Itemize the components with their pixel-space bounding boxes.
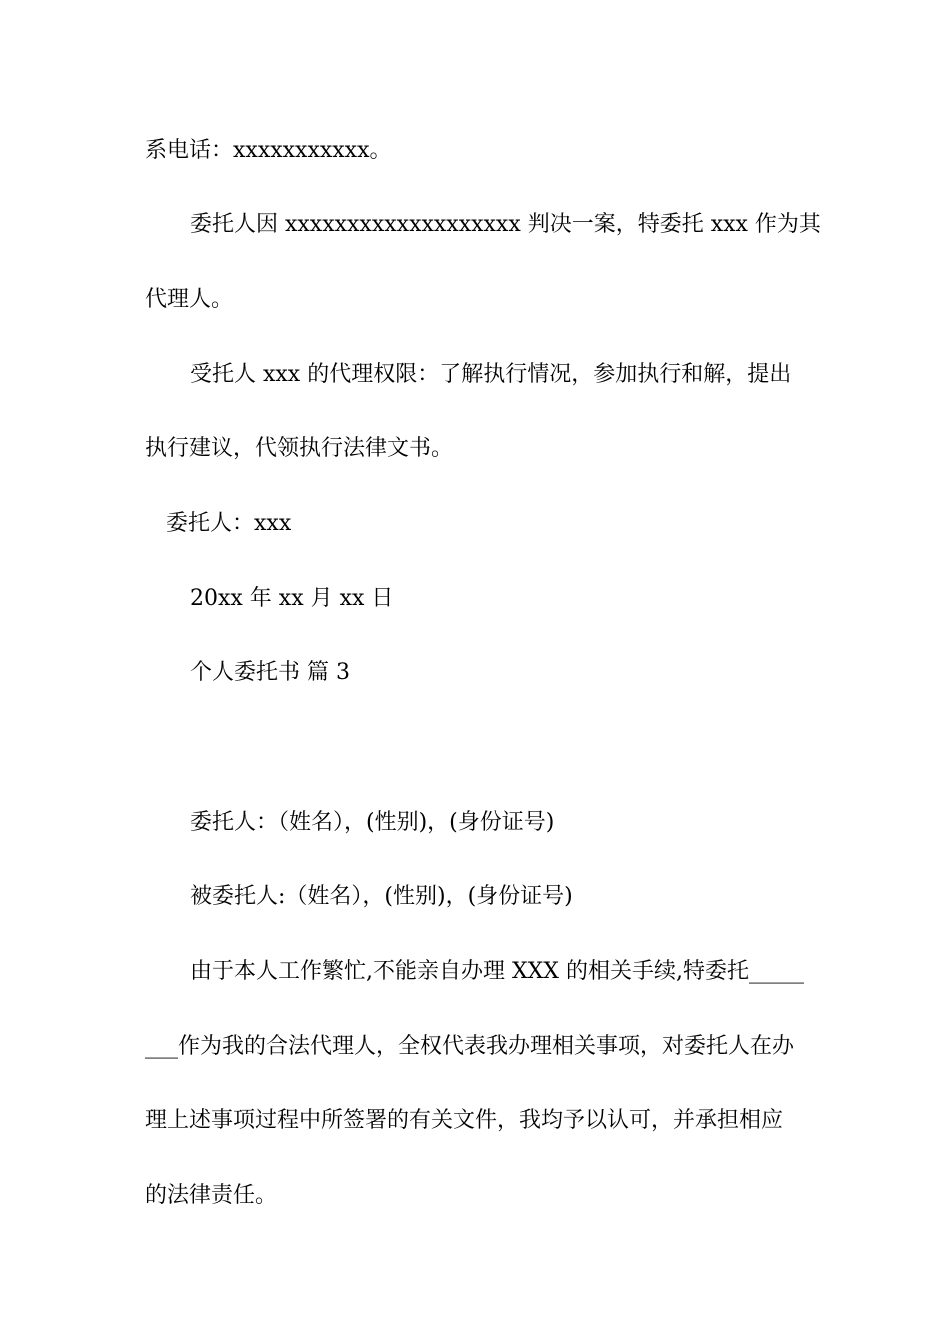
paragraph-reason-line-3: 理上述事项过程中所签署的有关文件，我均予以认可，并承担相应 xyxy=(145,1108,784,1133)
paragraph-reason-line-2: ___作为我的合法代理人，全权代表我办理相关事项，对委托人在办 xyxy=(145,1034,795,1059)
section-title: 个人委托书 篇 3 xyxy=(190,660,350,685)
paragraph-authority-line-2: 执行建议，代领执行法律文书。 xyxy=(145,436,454,461)
principal-signature: 委托人：xxx xyxy=(166,511,292,536)
paragraph-case-line-1: 委托人因 xxxxxxxxxxxxxxxxxxx 判决一案，特委托 xxx 作为其 xyxy=(190,212,821,237)
paragraph-authority-line-1: 受托人 xxx 的代理权限：了解执行情况，参加执行和解，提出 xyxy=(190,362,792,387)
date-line: 20xx 年 xx 月 xx 日 xyxy=(190,586,394,611)
principal-info-line: 委托人：（姓名），(性别)，(身份证号) xyxy=(190,810,555,835)
agent-info-line: 被委托人:（姓名），(性别)，(身份证号) xyxy=(190,884,573,909)
paragraph-case-line-2: 代理人。 xyxy=(145,287,234,312)
paragraph-reason-line-4: 的法律责任。 xyxy=(145,1183,278,1208)
contact-phone-line: 系电话：xxxxxxxxxxx。 xyxy=(145,138,392,163)
paragraph-reason-line-1: 由于本人工作繁忙,不能亲自办理 XXX 的相关手续,特委托_____ xyxy=(190,959,804,984)
